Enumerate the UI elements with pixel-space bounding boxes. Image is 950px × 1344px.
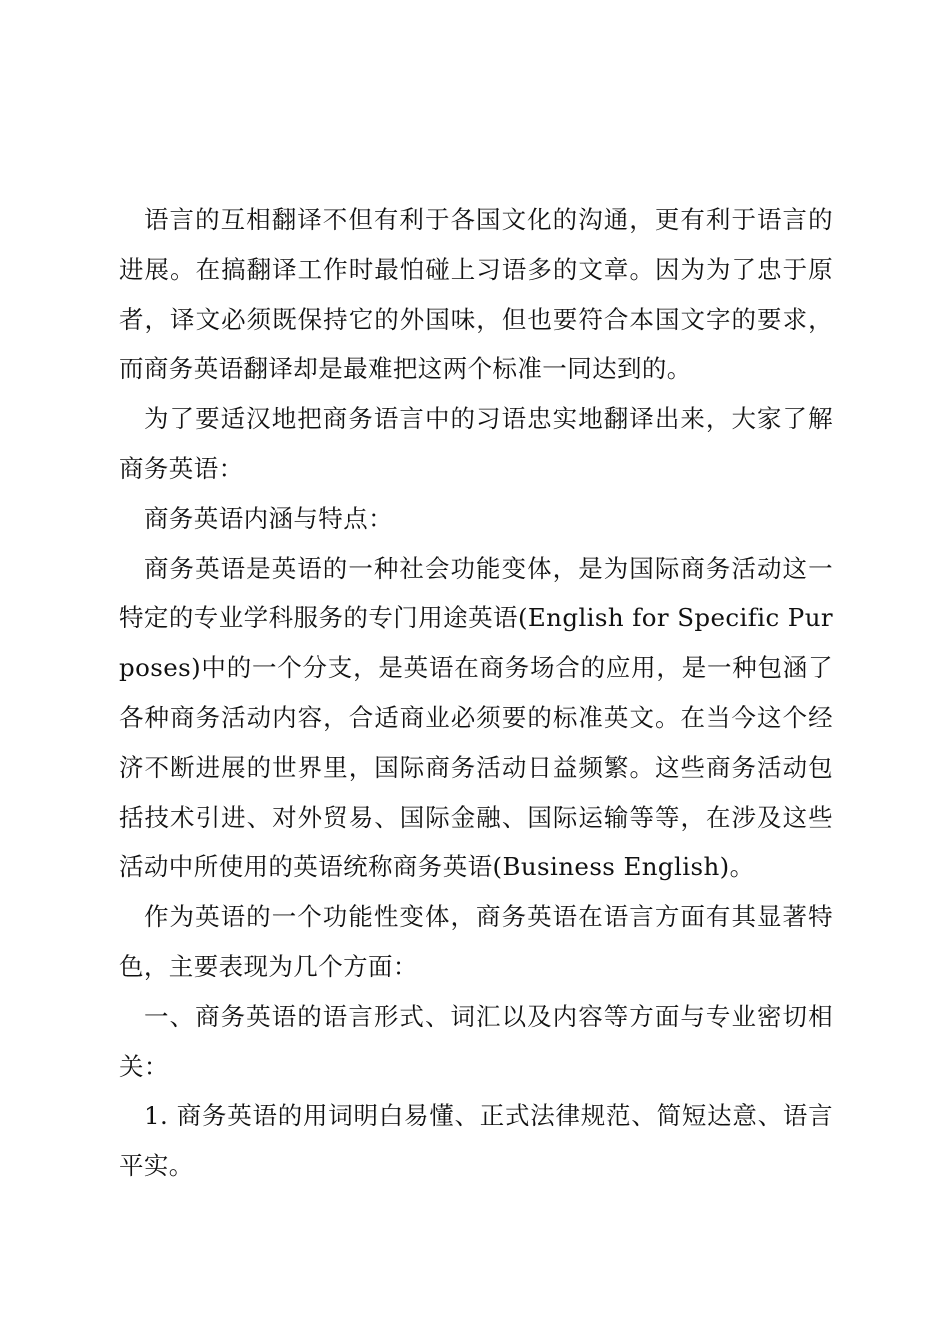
list-item-one-point-one: 1. 商务英语的用词明白易懂、正式法律规范、简短达意、语言平实。 (119, 1101, 833, 1181)
paragraph-definition: 商务英语是英语的一种社会功能变体，是为国际商务活动这一特定的专业学科服务的专门用途英语(English for Specific Purposes)中的一个分支，是英语在商务场合的应用，是一种包涵了各种商务活动内容，合适商业必须要的标准英文。在当今这个经济不断进展的世界里，国际商务活动日益频繁。这些商务活动包括技术引进、对外贸易、国际金融、国际运输等等，在涉及这些活动中所使用的英语统称商务英语(Business English)。 (119, 553, 833, 882)
document-body (119, 195, 833, 1191)
paragraph-features: 作为英语的一个功能性变体，商务英语在语言方面有其显著特色，主要表现为几个方面： (119, 902, 833, 981)
list-item-one: 一、商务英语的语言形式、词汇以及内容等方面与专业密切相关： (119, 1001, 833, 1081)
paragraph-purpose: 为了要适汉地把商务语言中的习语忠实地翻译出来，大家了解商务英语： (119, 404, 833, 483)
paragraph-intro: 语言的互相翻译不但有利于各国文化的沟通，更有利于语言的进展。在搞翻译工作时最怕碰上习语多的文章。因为为了忠于原者，译文必须既保持它的外国味，但也要符合本国文字的要求，而商务英语翻译却是最难把这两个标准一同达到的。 (119, 205, 833, 384)
section-heading-connotation: 商务英语内涵与特点： (144, 503, 393, 533)
